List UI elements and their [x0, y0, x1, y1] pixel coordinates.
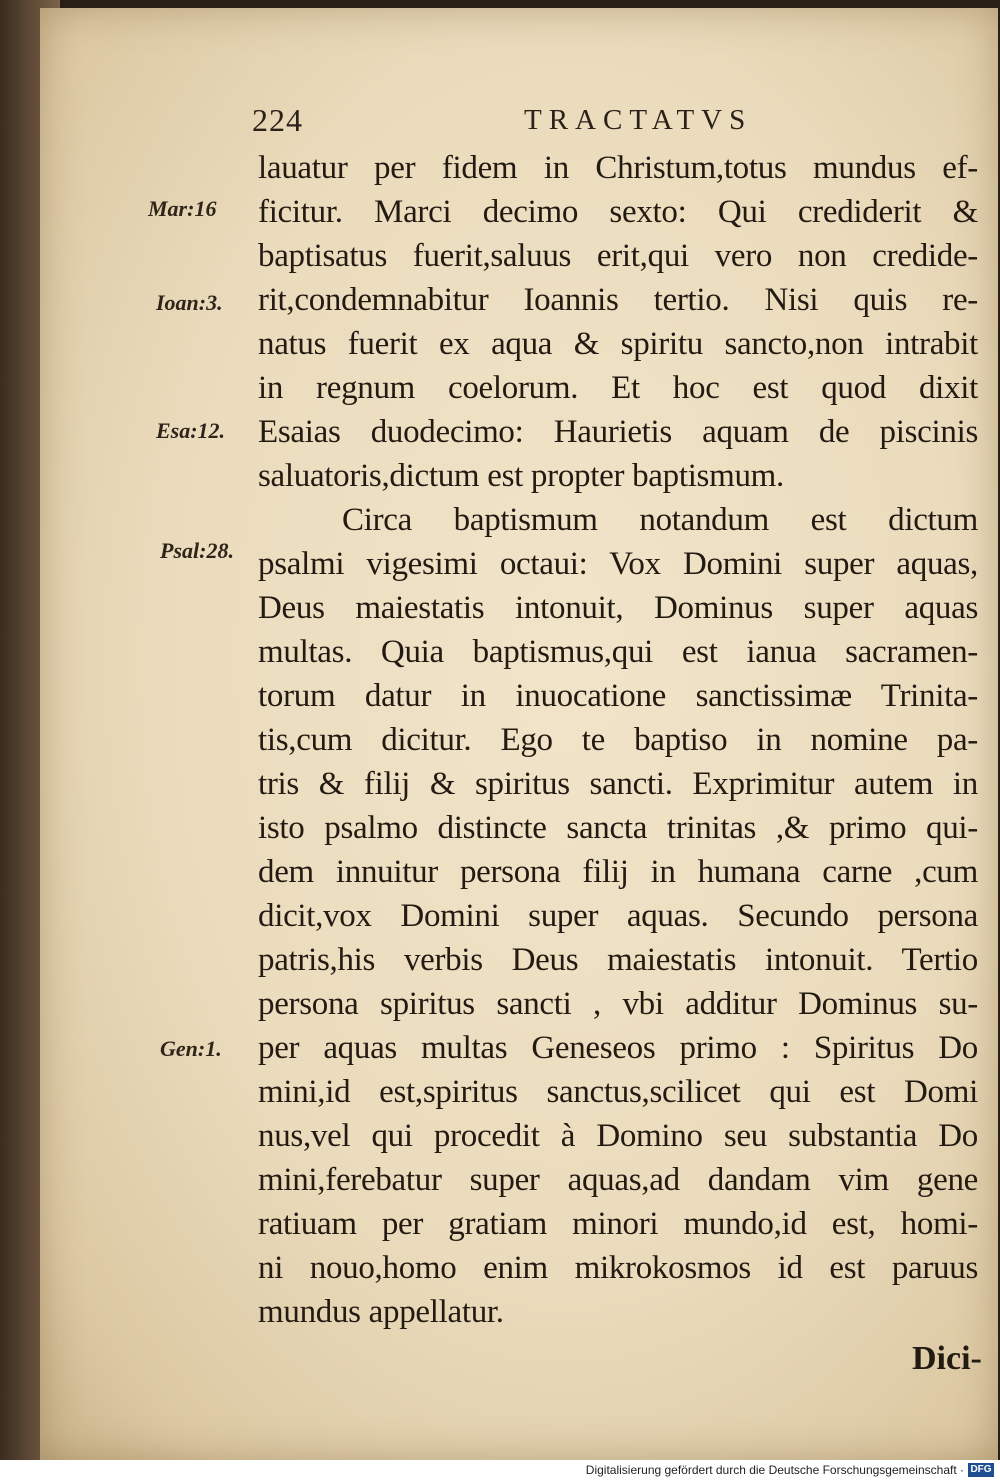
text-line: Esaias duodecimo: Haurietis aquam de piscinis: [258, 414, 978, 450]
text-line: torum datur in inuocatione sanctissimæ Trinita-: [258, 678, 978, 714]
text-line: rit,condemnabitur Ioannis tertio. Nisi quis re-: [258, 282, 978, 318]
text-line: ratiuam per gratiam minori mundo,id est, homi-: [258, 1206, 978, 1242]
text-line: dem innuitur persona filij in humana carne ,cum: [258, 854, 978, 890]
catchword: Dici-: [912, 1340, 982, 1377]
text-line: natus fuerit ex aqua & spiritu sancto,non intrabit: [258, 326, 978, 362]
text-line: saluatoris,dictum est propter baptismum.: [258, 458, 784, 494]
text-line: in regnum coelorum. Et hoc est quod dixit: [258, 370, 978, 406]
text-line: isto psalmo distincte sancta trinitas ,& primo qui-: [258, 810, 978, 846]
margin-note: Gen:1.: [160, 1036, 222, 1061]
footer-credit: Digitalisierung gefördert durch die Deutsche Forschungsgemeinschaft ·: [585, 1463, 964, 1477]
text-line: dicit,vox Domini super aquas. Secundo persona: [258, 898, 978, 934]
text-line: patris,his verbis Deus maiestatis intonuit. Tertio: [258, 942, 978, 978]
text-line: persona spiritus sancti , vbi additur Dominus su-: [258, 986, 978, 1022]
text-line: multas. Quia baptismus,qui est ianua sacramen-: [258, 634, 978, 670]
footer-bar: [0, 1460, 1000, 1482]
text-line: Circa baptismum notandum est dictum: [342, 502, 978, 538]
running-title: TRACTATVS: [524, 104, 753, 136]
text-line: psalmi vigesimi octaui: Vox Domini super aquas,: [258, 546, 978, 582]
text-line: baptisatus fuerit,saluus erit,qui vero non credide-: [258, 238, 978, 274]
text-line: mini,id est,spiritus sanctus,scilicet qui est Domi: [258, 1074, 978, 1110]
text-line: tris & filij & spiritus sancti. Exprimitur autem in: [258, 766, 978, 802]
text-line: ficitur. Marci decimo sexto: Qui crediderit &: [258, 194, 978, 230]
dfg-logo-icon: DFG: [968, 1463, 994, 1477]
text-line: Deus maiestatis intonuit, Dominus super aquas: [258, 590, 978, 626]
text-line: mundus appellatur.: [258, 1294, 504, 1330]
margin-note: Psal:28.: [160, 538, 234, 563]
margin-note: Esa:12.: [156, 418, 226, 443]
margin-note: Ioan:3.: [156, 290, 223, 315]
text-line: nus,vel qui procedit à Domino seu substantia Do: [258, 1118, 978, 1154]
text-line: per aquas multas Geneseos primo : Spiritus Do: [258, 1030, 978, 1066]
text-line: lauatur per fidem in Christum,totus mundus ef-: [258, 150, 978, 186]
text-line: ni nouo,homo enim mikrokosmos id est paruus: [258, 1250, 978, 1286]
text-line: tis,cum dicitur. Ego te baptiso in nomine pa-: [258, 722, 978, 758]
page-number: 224: [252, 102, 303, 138]
margin-note: Mar:16: [148, 196, 217, 221]
text-line: mini,ferebatur super aquas,ad dandam vim gene: [258, 1162, 978, 1198]
